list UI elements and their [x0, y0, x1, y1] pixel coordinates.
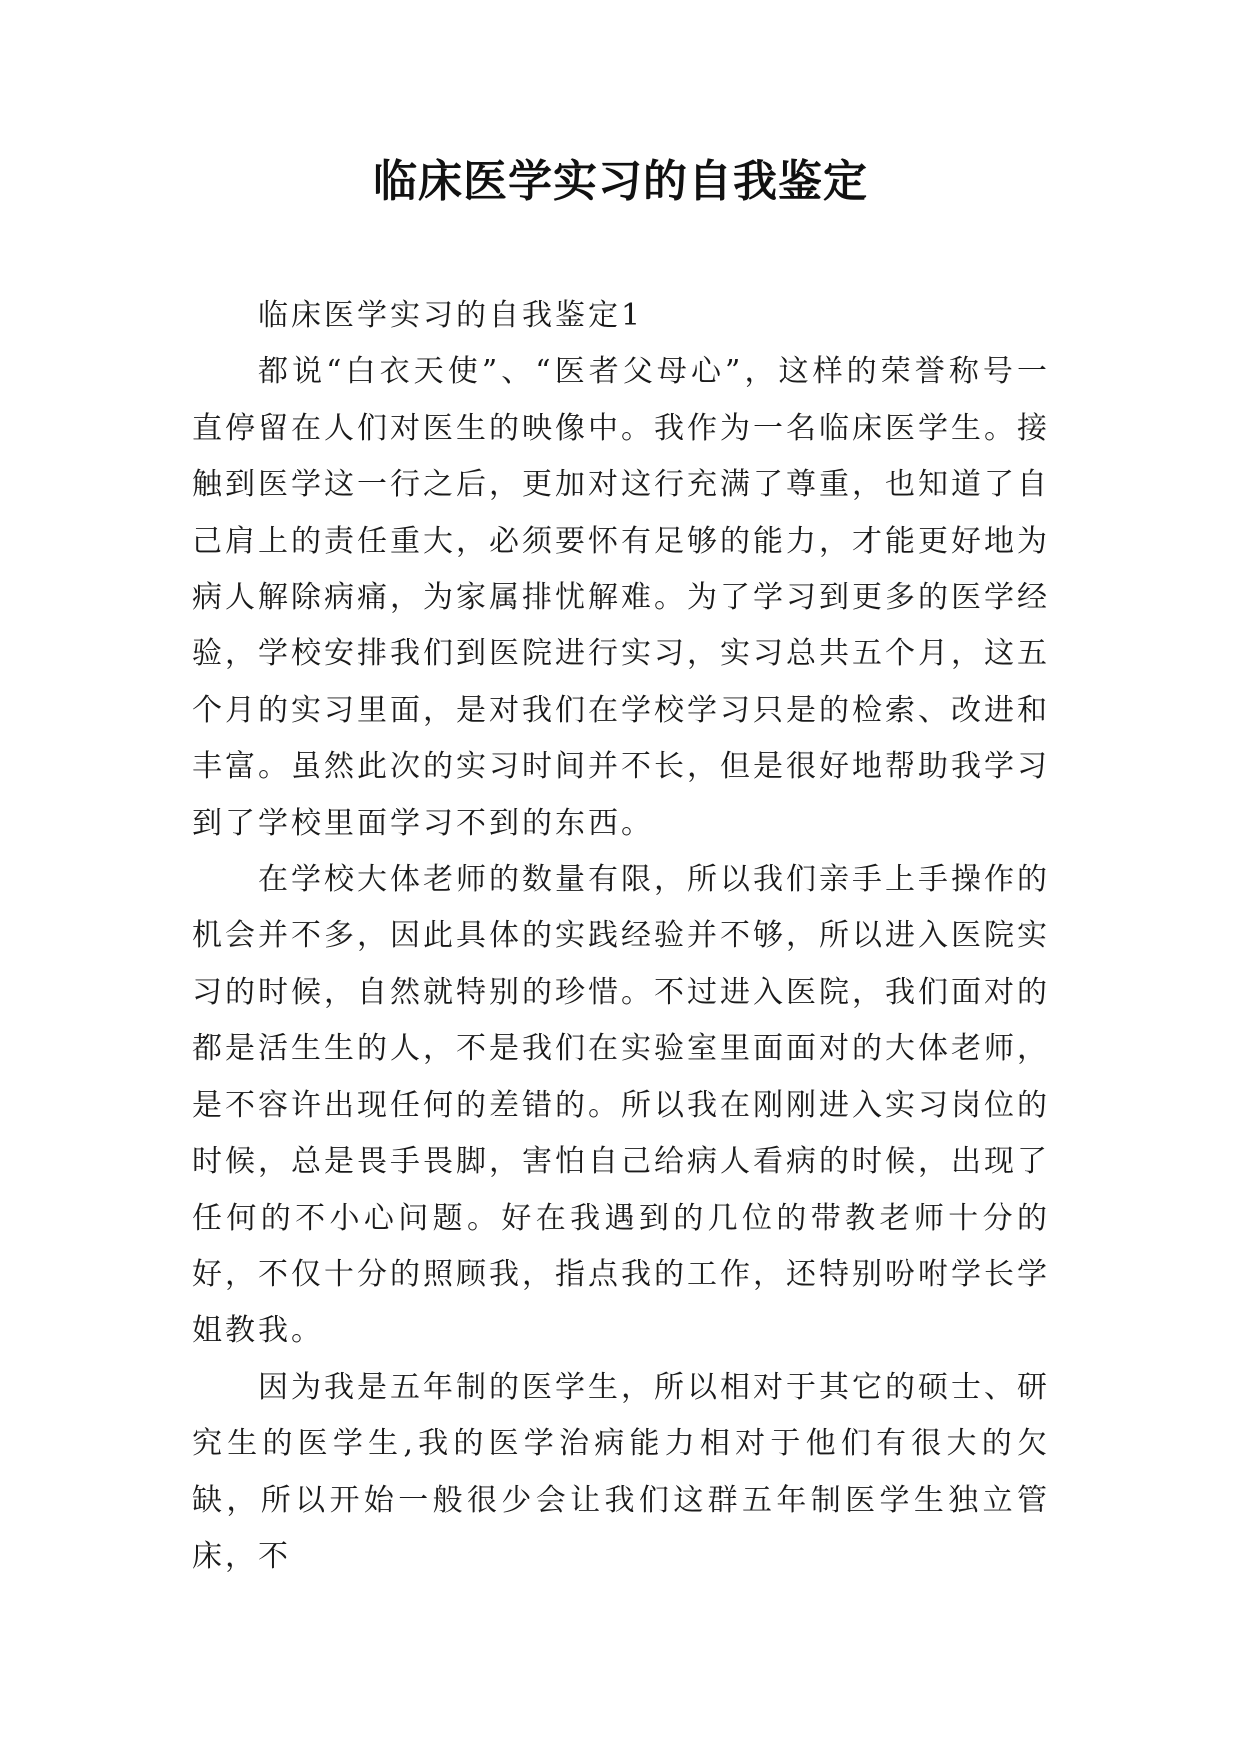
body-paragraph: 都说“白衣天使”、“医者父母心”，这样的荣誉称号一直停留在人们对医生的映像中。我作为一名临床医学生。接触到医学这一行之后，更加对这行充满了尊重，也知道了自己肩上的责任重大，必须要怀有足够的能力，才能更好地为病人解除病痛，为家属排忧解难。为了学习到更多的医学经验，学校安排我们到医院进行实习，实习总共五个月，这五个月的实习里面，是对我们在学校学习只是的检索、改进和丰富。虽然此次的实习时间并不长，但是很好地帮助我学习到了学校里面学习不到的东西。 — [192, 354, 1050, 841]
document-title: 临床医学实习的自我鉴定 — [373, 156, 868, 207]
body-paragraph: 在学校大体老师的数量有限，所以我们亲手上手操作的机会并不多，因此具体的实践经验并不够，所以进入医院实习的时候，自然就特别的珍惜。不过进入医院，我们面对的都是活生生的人，不是我们在实验室里面面对的大体老师，是不容许出现任何的差错的。所以我在刚刚进入实习岗位的时候，总是畏手畏脚，害怕自己给病人看病的时候，出现了任何的不小心问题。好在我遇到的几位的带教老师十分的好，不仅十分的照顾我，指点我的工作，还特别吩咐学长学姐教我。 — [192, 862, 1050, 1349]
document-body — [192, 288, 1050, 1585]
body-paragraph: 因为我是五年制的医学生，所以相对于其它的硕士、研究生的医学生,我的医学治病能力相对于他们有很大的欠缺，所以开始一般很少会让我们这群五年制医学生独立管床，不 — [192, 1369, 1050, 1574]
section-subheading: 临床医学实习的自我鉴定1 — [258, 298, 644, 333]
